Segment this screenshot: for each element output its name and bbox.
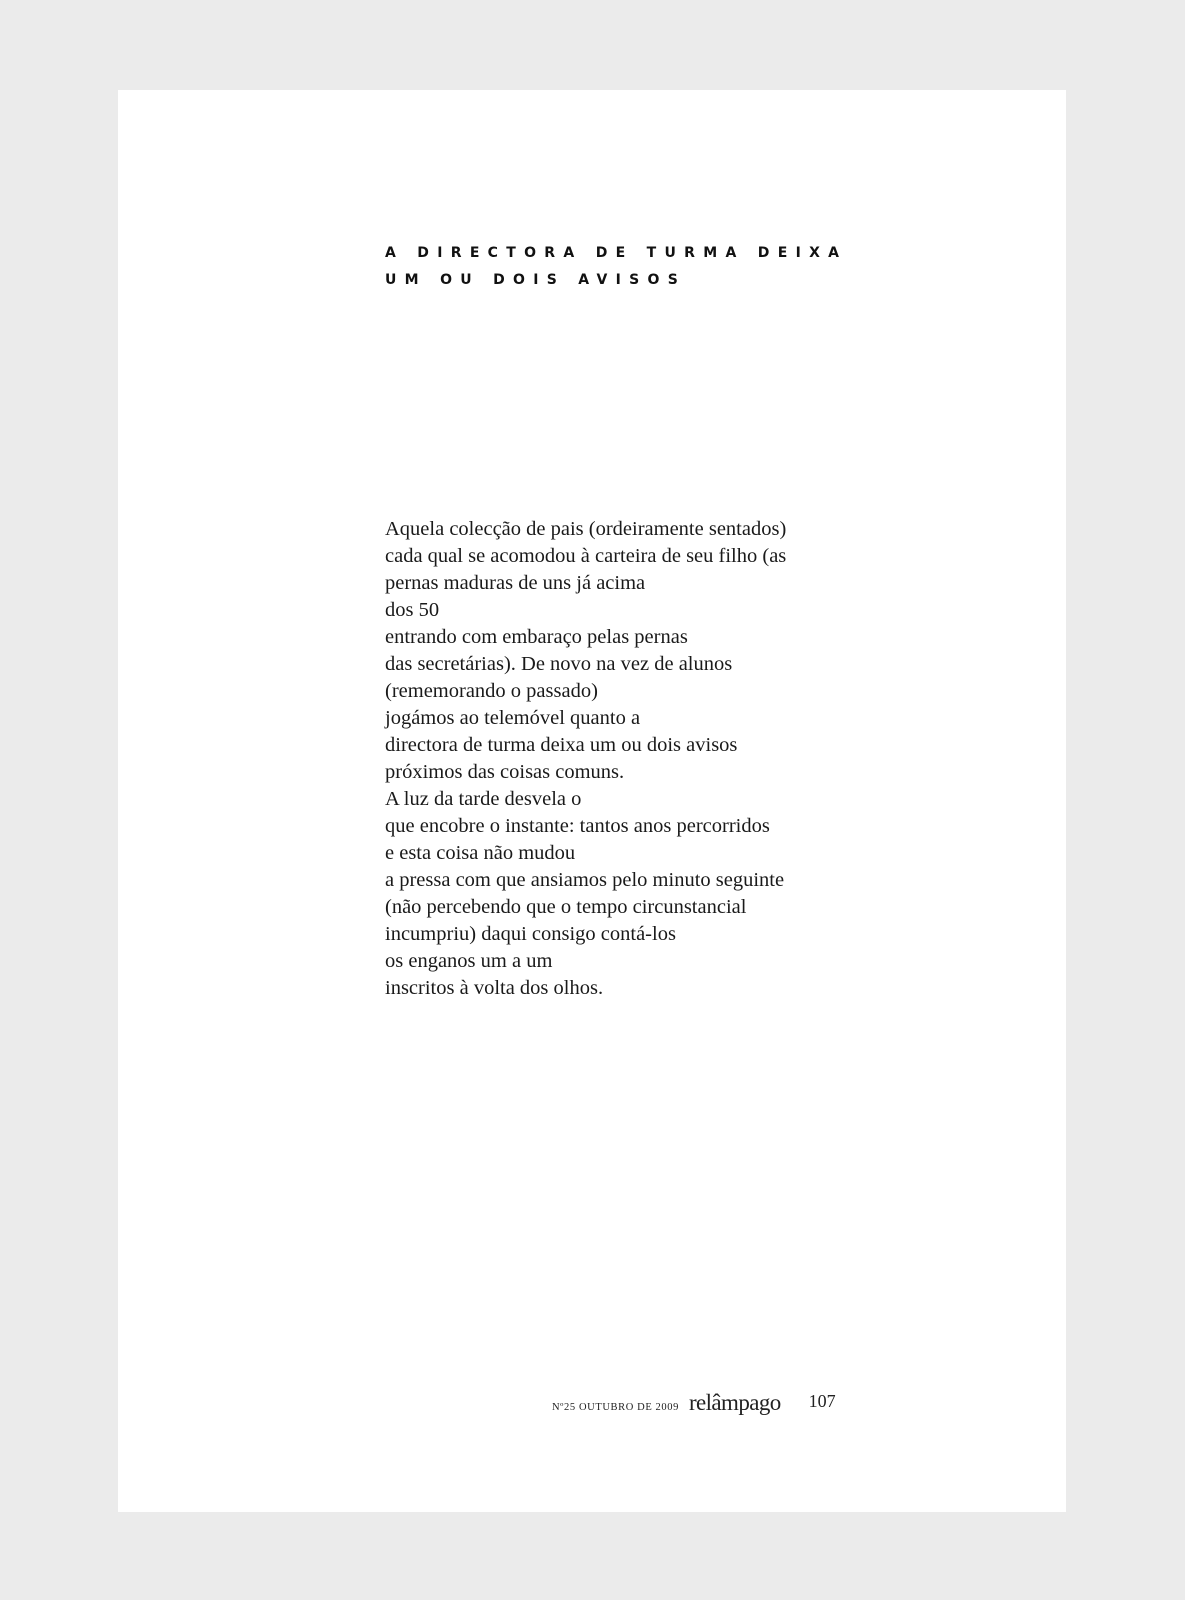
poem-line: os enganos um a um	[385, 950, 553, 972]
poem-line: pernas maduras de uns já acima	[385, 572, 646, 594]
poem-line: que encobre o instante: tantos anos percorridos	[385, 815, 770, 837]
poem-line: (rememorando o passado)	[385, 680, 598, 702]
document-page	[118, 90, 1066, 1512]
poem-line: das secretárias). De novo na vez de alunos	[385, 653, 733, 675]
poem-line: a pressa com que ansiamos pelo minuto seguinte	[385, 869, 785, 891]
poem-line: directora de turma deixa um ou dois avisos	[385, 734, 738, 756]
poem-line: próximos das coisas comuns.	[385, 761, 625, 783]
poem-line: Aquela colecção de pais (ordeiramente sentados)	[385, 518, 787, 540]
poem-line: A luz da tarde desvela o	[385, 788, 582, 810]
poem-line: inscritos à volta dos olhos.	[385, 977, 604, 999]
poem-title	[385, 240, 847, 294]
page-footer	[552, 1390, 836, 1420]
poem-line: e esta coisa não mudou	[385, 842, 576, 864]
poem-title-line-2: UM OU DOIS AVISOS	[385, 272, 687, 288]
poem-line: dos 50	[385, 599, 440, 621]
poem-line: incumpriu) daqui consigo contá-los	[385, 923, 676, 945]
issue-info: Nº25 OUTUBRO DE 2009	[552, 1402, 679, 1413]
poem-line: cada qual se acomodou à carteira de seu filho (as	[385, 545, 787, 567]
page-number: 107	[808, 1391, 836, 1411]
poem-line: (não percebendo que o tempo circunstancial	[385, 896, 747, 918]
poem-title-line-1: A DIRECTORA DE TURMA DEIXA	[385, 245, 848, 261]
poem-line: jogámos ao telemóvel quanto a	[385, 707, 641, 729]
poem-line: entrando com embaraço pelas pernas	[385, 626, 688, 648]
magazine-name: relâmpago	[688, 1390, 781, 1415]
poem-body	[385, 516, 786, 1002]
